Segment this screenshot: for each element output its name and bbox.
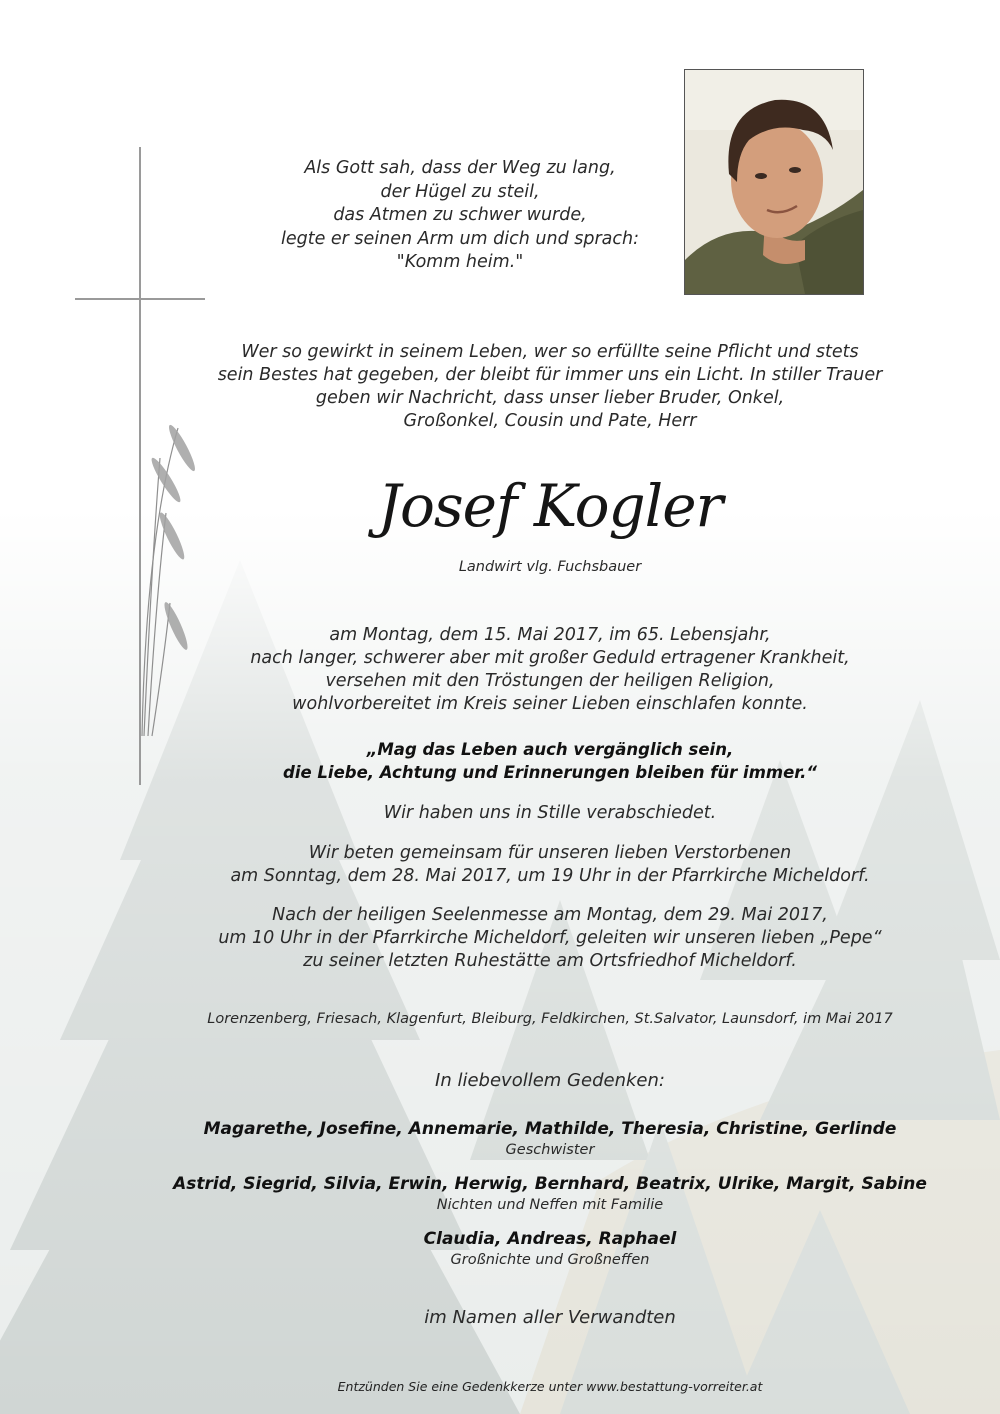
memory-heading: In liebevollem Gedenken: [435, 1070, 665, 1091]
death-line: versehen mit den Tröstungen der heiligen Religion, [325, 671, 775, 691]
poem-line: legte er seinen Arm um dich und sprach: [280, 228, 640, 249]
mourner-names: Magarethe, Josefine, Annemarie, Mathilde, Theresia, Christine, Gerlinde [203, 1119, 897, 1139]
quote-line: „Mag das Leben auch vergänglich sein, [366, 740, 734, 759]
poem-line: Als Gott sah, dass der Weg zu lang, [304, 158, 616, 178]
mourner-relation: Großnichte und Großneffen [450, 1252, 650, 1268]
mourner-group [160, 1173, 940, 1215]
funeral-line: Nach der heiligen Seelenmesse am Montag, dem 29. Mai 2017, [272, 905, 828, 925]
mourner-group [160, 1118, 940, 1160]
intro-line: sein Bestes hat gegeben, der bleibt für immer uns ein Licht. In stiller Trauer [217, 365, 883, 385]
death-notice [160, 624, 940, 716]
intro-line: Wer so gewirkt in seinem Leben, wer so erfüllte seine Pflicht und stets [241, 342, 859, 362]
prayer-info [160, 842, 940, 888]
death-line: nach langer, schwerer aber mit großer Geduld ertragener Krankheit, [250, 648, 850, 668]
intro-text [160, 341, 940, 433]
mourner-relation: Geschwister [505, 1142, 595, 1158]
mourner-relation: Nichten und Neffen mit Familie [436, 1197, 664, 1213]
death-line: am Montag, dem 15. Mai 2017, im 65. Lebensjahr, [329, 625, 771, 645]
funeral-info [160, 904, 940, 973]
mourner-names: Astrid, Siegrid, Silvia, Erwin, Herwig, Bernhard, Beatrix, Ulrike, Margit, Sabine [173, 1174, 927, 1194]
relatives-line: im Namen aller Verwandten [424, 1307, 676, 1328]
death-line: wohlvorbereitet im Kreis seiner Lieben einschlafen konnte. [292, 694, 808, 714]
occupation: Landwirt vlg. Fuchsbauer [458, 559, 642, 575]
mourner-group [160, 1228, 940, 1270]
quote [160, 738, 940, 784]
poem-line: "Komm heim." [396, 252, 524, 272]
poem-line: der Hügel zu steil, [380, 181, 540, 202]
deceased-name: Josef Kogler [377, 472, 723, 540]
funeral-line: zu seiner letzten Ruhestätte am Ortsfriedhof Micheldorf. [303, 951, 797, 971]
funeral-line: um 10 Uhr in der Pfarrkirche Micheldorf, geleiten wir unseren lieben „Pepe“ [218, 928, 882, 948]
intro-line: geben wir Nachricht, dass unser lieber Bruder, Onkel, [315, 388, 785, 408]
prayer-line: Wir beten gemeinsam für unseren lieben Verstorbenen [308, 843, 792, 863]
poem [200, 157, 720, 275]
prayer-line: am Sonntag, dem 28. Mai 2017, um 19 Uhr in der Pfarrkirche Micheldorf. [230, 866, 870, 886]
poem-line: das Atmen zu schwer wurde, [333, 205, 587, 225]
farewell-text: Wir haben uns in Stille verabschiedet. [383, 803, 717, 823]
cross-icon-bar [75, 298, 205, 300]
intro-line: Großonkel, Cousin und Pate, Herr [403, 411, 697, 431]
mourner-names: Claudia, Andreas, Raphael [423, 1229, 677, 1249]
quote-line: die Liebe, Achtung und Erinnerungen bleiben für immer.“ [283, 763, 817, 782]
footer-note: Entzünden Sie eine Gedenkkerze unter www.bestattung-vorreiter.at [337, 1379, 763, 1394]
places-line: Lorenzenberg, Friesach, Klagenfurt, Bleiburg, Feldkirchen, St.Salvator, Launsdorf, im Mai 2017 [207, 1011, 893, 1027]
